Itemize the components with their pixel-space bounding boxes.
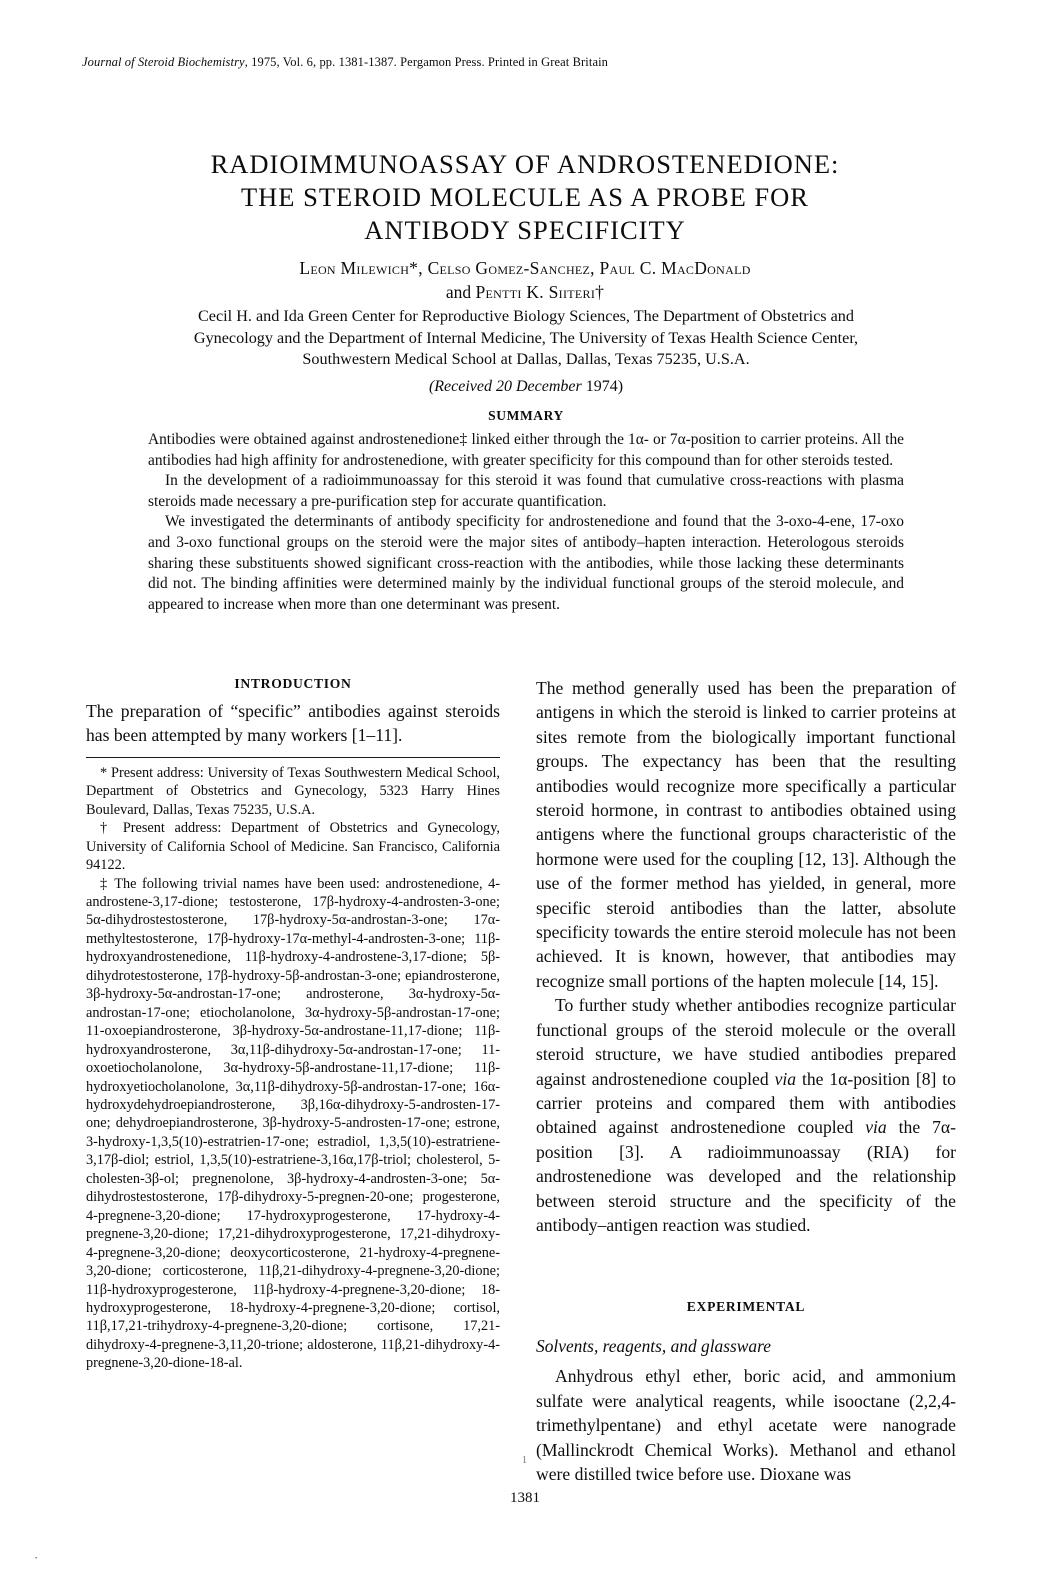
journal-name: Journal of Steroid Biochemistry	[82, 55, 245, 69]
author-line-2	[110, 280, 940, 304]
summary-paragraph: In the development of a radioimmunoassay for this steroid it was found that cumulative cross-reactions with plasma steroids made necessary a pre-purification step for accurate quantification.	[148, 472, 904, 510]
experimental-subheading: Solvents, reagents, and glassware	[536, 1336, 771, 1357]
right-column	[536, 676, 956, 1486]
right-paragraph-2	[536, 993, 956, 1237]
author-line-1: Leon Milewich*, Celso Gomez-Sanchez, Paul C. MacDonald	[299, 258, 751, 278]
affiliation-line-2: Gynecology and the Department of Internal Medicine, The University of Texas Health Science Center,	[193, 328, 859, 347]
author-conjunction: and	[445, 282, 476, 302]
left-column	[86, 676, 500, 1373]
right-p2-part-c: the 7α-position [3]. A radioimmunoassay (RIA) for androstenedione was developed and the relationship between steroid structure and the specificity of the antibody–antigen reaction was studied.	[536, 1117, 956, 1235]
via-italic-1: via	[774, 1068, 797, 1089]
summary-paragraph: Antibodies were obtained against androstenedione‡ linked either through the 1α- or 7α-position to carrier proteins. All the antibodies had high affinity for androstenedione, with greater specificity for this compound than for other steroids tested.	[148, 431, 904, 469]
edge-mark: 1	[522, 1455, 527, 1466]
introduction-heading: INTRODUCTION	[234, 676, 352, 691]
summary-heading: SUMMARY	[488, 408, 564, 423]
footnote-double-dagger: ‡ The following trivial names have been used: androstenedione, 4-androstene-3,17-dione; testosterone, 17β-hydroxy-4-androsten-3-one; 5α-dihydrostestosterone, 17β-hydroxy-5α-androstan-3-one; 17α-methyltestosterone, 17β-hydroxy-17α-methyl-4-androsten-3-one; 11β-hydroxyandrostenedione, 11β-hydroxy-4-androstene-3,17-dione; 5β-dihydrotestosterone, 17β-hydroxy-5β-androstan-3-one; epiandrosterone, 3β-hydroxy-5α-androstan-17-one; androsterone, 3α-hydroxy-5α-androstan-17-one; etiocholanolone, 3α-hydroxy-5β-androstan-17-one; 11-oxoepiandrosterone, 3β-hydroxy-5α-androstane-11,17-dione; 11β-hydroxyandrosterone, 3α,11β-dihydroxy-5α-androstan-17-one; 11-oxoetiocholanolone, 3α-hydroxy-5β-androstane-11,17-dione; 11β-hydroxyetiocholanolone, 3α,11β-dihydroxy-5β-androstan-17-one; 16α-hydroxydehydroepiandrosterone, 3β,16α-dihydroxy-5-androsten-17-one; dehydroepiandrosterone, 3β-hydroxy-5-androsten-17-one; estrone, 3-hydroxy-1,3,5(10)-estratrien-17-one; estradiol, 1,3,5(10)-estratriene-3,17β-diol; estriol, 1,3,5(10)-estratriene-3,16α,17β-triol; cholesterol, 5-cholesten-3β-ol; pregnenolone, 3β-hydroxy-4-androsten-3-one; 5α-dihydrostestosterone, 17β-dihydroxy-5-pregnen-20-one; progesterone, 4-pregnene-3,20-dione; 17-hydroxyprogesterone, 17-hydroxy-4-pregnene-3,20-dione; 17,21-dihydroxyprogesterone, 17,21-dihydroxy-4-pregnene-3,20-dione; deoxycorticosterone, 21-hydroxy-4-pregnene-3,20-dione; corticosterone, 11β,21-dihydroxy-4-pregnene-3,20-dione; 11β-hydroxyprogesterone, 11β-hydroxy-4-pregnene-3,20-dione; 18-hydroxyprogesterone, 18-hydroxy-4-pregnene-3,20-dione; cortisol, 11β,17,21-trihydroxy-4-pregnene-3,20-dione; cortisone, 17,21-dihydroxy-4-pregnene-3,11,20-trione; aldosterone, 11β,21-dihydroxy-4-pregnene-3,20-dione-18-al.	[86, 875, 500, 1372]
title-line-2: THE STEROID MOLECULE AS A PROBE FOR	[240, 182, 809, 212]
summary-paragraph: We investigated the determinants of antibody specificity for androstenedione and found that the 3-oxo-4-ene, 17-oxo and 3-oxo functional groups on the steroid were the major sites of antibody–hapten interaction. Heterologous steroids sharing these substituents showed significant cross-reaction with the antibodies, while those lacking these determinants did not. The binding affinities were determined mainly by the individual functional groups of the steroid molecule, and appeared to increase when more than one determinant was present.	[148, 513, 904, 613]
received-date	[110, 378, 942, 396]
running-head-details: , 1975, Vol. 6, pp. 1381-1387. Pergamon Press. Printed in Great Britain	[244, 55, 609, 69]
right-p2-part-b: the 1α-position [8] to carrier proteins and compared them with antibodies obtained against androstenedione coupled	[536, 1068, 956, 1138]
experimental-paragraph: Anhydrous ethyl ether, boric acid, and ammonium sulfate were analytical reagents, while isooctane (2,2,4-trimethylpentane) and ethyl acetate were nanograde (Mallinckrodt Chemical Works). Methanol and ethanol were distilled twice before use. Dioxane was	[536, 1366, 956, 1484]
heading-gap	[536, 1322, 956, 1336]
footnote-star: * Present address: University of Texas Southwestern Medical School, Department of Obstetrics and Gynecology, 5323 Harry Hines Boulevard, Dallas, Texas 75235, U.S.A.	[86, 764, 500, 818]
right-p2-part-a: To further study whether antibodies recognize particular functional groups of the steroid molecule or the overall steroid structure, we have studied antibodies prepared against androstenedione coupled	[536, 995, 956, 1089]
corner-mark: ·	[34, 1550, 39, 1565]
title-line-3: ANTIBODY SPECIFICITY	[364, 215, 686, 245]
affiliation-line-3: Southwestern Medical School at Dallas, Dallas, Texas 75235, U.S.A.	[302, 350, 750, 368]
section-gap	[536, 1237, 956, 1299]
right-paragraph-1: The method generally used has been the preparation of antigens in which the steroid is linked to carrier proteins at sites remote from the biologically important functional groups. The expectancy has been that the resulting antibodies would recognize more specifically a particular steroid hormone, in contrast to antibodies obtained using antigens where the functional groups characteristic of the hormone were used for the coupling [12, 13]. Although the use of the former method has yielded, in general, more specific steroid antibodies than the latter, absolute specificity towards the entire steroid molecule has not been achieved. It is known, however, that antibodies may recognize small portions of the hapten molecule [14, 15].	[536, 678, 956, 991]
summary-body	[148, 430, 904, 615]
footnote-rule	[86, 757, 500, 758]
author-list	[110, 256, 940, 304]
running-head	[82, 55, 962, 70]
experimental-heading: EXPERIMENTAL	[686, 1299, 806, 1315]
via-italic-2: via	[865, 1117, 887, 1138]
affiliation-line-1: Cecil H. and Ida Green Center for Reproductive Biology Sciences, The Department of Obstetrics and	[198, 307, 854, 325]
introduction-paragraph: The preparation of “specific” antibodies against steroids has been attempted by many workers [1–11].	[86, 701, 500, 746]
affiliation	[110, 306, 942, 371]
footnote-block	[86, 764, 500, 1373]
page-title	[125, 148, 925, 247]
received-year: 1974)	[581, 378, 624, 395]
footnote-dagger: † Present address: Department of Obstetrics and Gynecology, University of California School of Medicine. San Francisco, California 94122.	[86, 820, 500, 874]
author-last: Pentti K. Siiteri†	[475, 282, 605, 302]
received-italic: (Received 20 December	[428, 378, 582, 395]
page-number: 1381	[510, 1490, 540, 1506]
title-line-1: RADIOIMMUNOASSAY OF ANDROSTENEDIONE:	[210, 149, 840, 179]
